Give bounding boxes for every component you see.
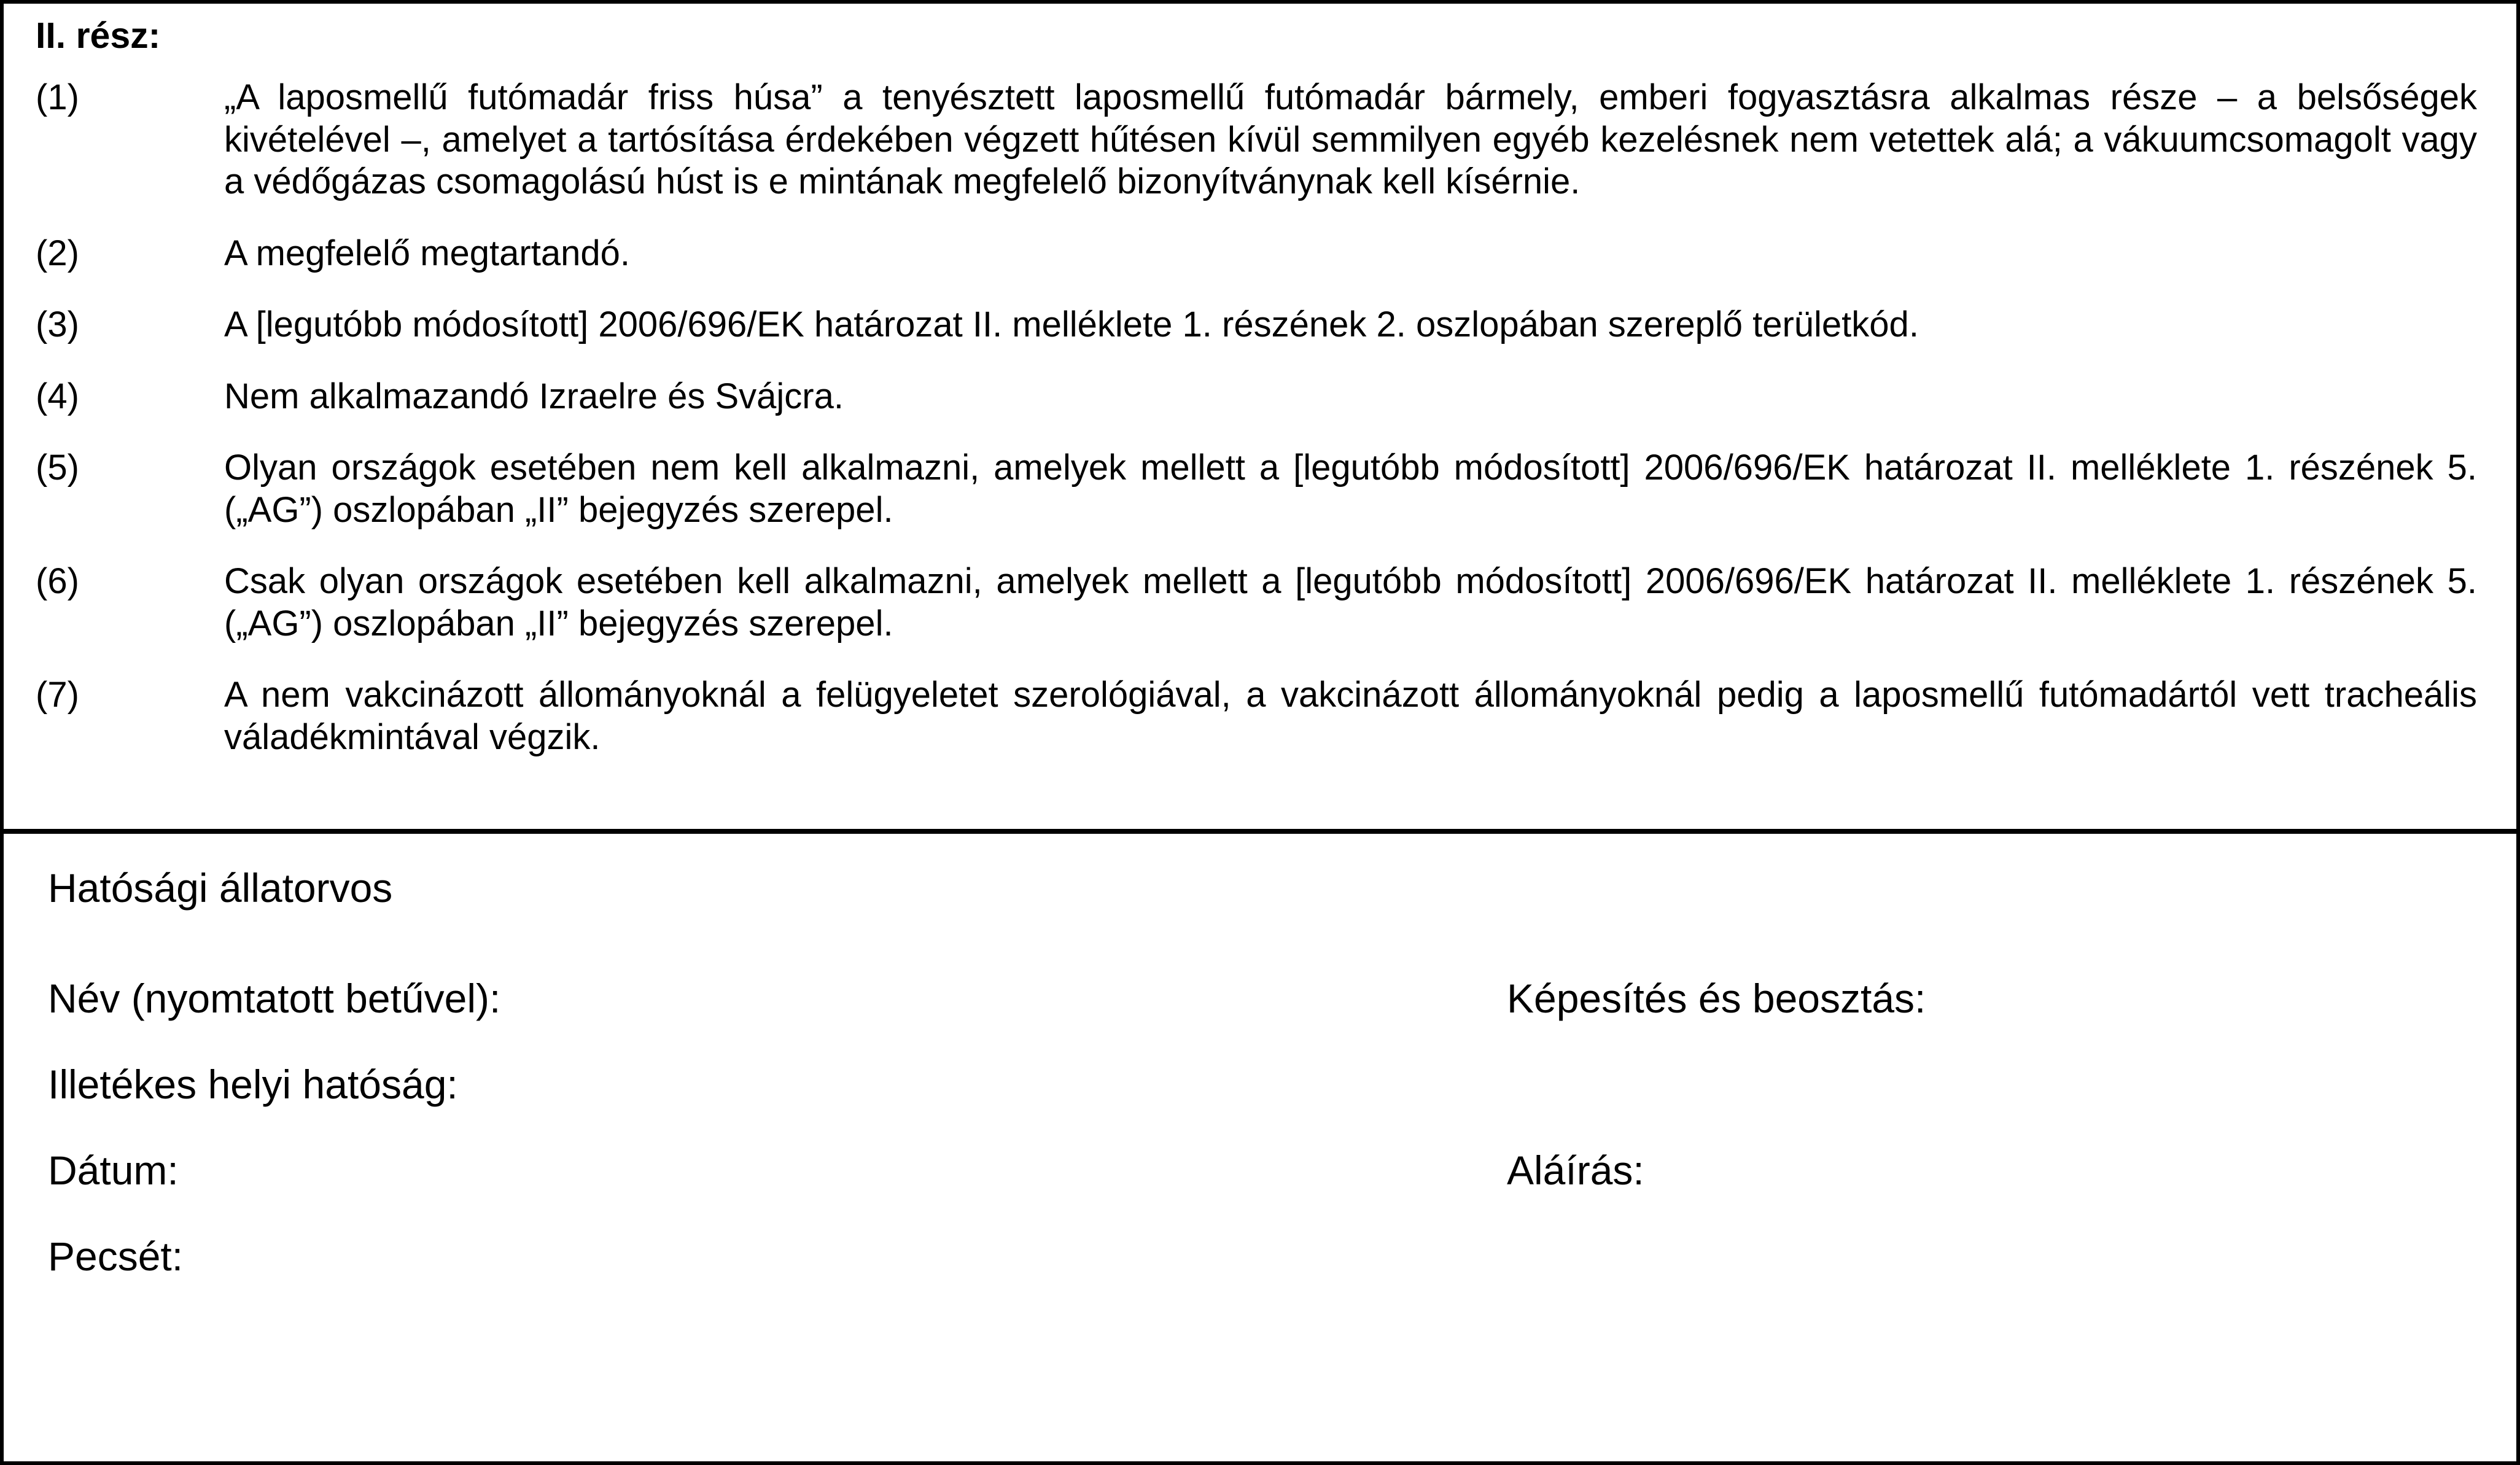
note-text: A [legutóbb módosított] 2006/696/EK határozat II. melléklete 1. részének 2. oszlopában szereplő területkód.	[224, 305, 1919, 344]
note-text: Olyan országok esetében nem kell alkalmazni, amelyek mellett a [legutóbb módosított] 2006/696/EK határozat II. melléklete 1. részének 5. („AG”) oszlopában „II” bejegyzés szerepel.	[224, 448, 2477, 530]
note-text: Csak olyan országok esetében kell alkalmazni, amelyek mellett a [legutóbb módosított] 2006/696/EK határozat II. melléklete 1. részének 5. („AG”) oszlopában „II” bejegyzés szerepel.	[224, 561, 2477, 643]
note-item-4	[36, 376, 2477, 418]
note-number: (5)	[36, 448, 79, 488]
vet-title: Hatósági állatorvos	[48, 865, 393, 911]
authority-label: Illetékes helyi hatóság:	[48, 1062, 458, 1107]
note-item-1	[36, 77, 2477, 203]
note-number: (3)	[36, 305, 79, 344]
note-item-3	[36, 304, 2477, 346]
note-text: „A laposmellű futómadár friss húsa” a tenyésztett laposmellű futómadár bármely, emberi fogyasztásra alkalmas része – a belsőségek kivételével –, amelyet a tartósítása érdekében végzett hűtésen kívül semmilyen egyéb kezelésnek nem vetettek alá; a vákuumcsomagolt vagy a védőgázas csomagolású húst is e mintának megfelelő bizonyítványnak kell kísérnie.	[224, 77, 2477, 201]
note-text: A megfelelő megtartandó.	[224, 233, 630, 273]
note-item-2	[36, 233, 2477, 275]
notes-list	[36, 77, 2477, 788]
signature-label: Aláírás:	[1507, 1148, 1644, 1193]
note-text: Nem alkalmazandó Izraelre és Svájcra.	[224, 376, 844, 416]
note-text: A nem vakcinázott állományoknál a felügyeletet szerológiával, a vakcinázott állományoknál pedig a laposmellű futómadártól vett tracheális váladékmintával végzik.	[224, 675, 2477, 757]
note-number: (4)	[36, 376, 79, 416]
note-number: (1)	[36, 77, 79, 117]
date-label: Dátum:	[48, 1148, 179, 1193]
note-item-5	[36, 447, 2477, 531]
part-two-heading: II. rész:	[36, 15, 161, 56]
qualification-label: Képesítés és beosztás:	[1507, 976, 1926, 1021]
note-item-7	[36, 674, 2477, 758]
official-veterinarian-section	[0, 834, 2520, 1465]
note-number: (6)	[36, 561, 79, 601]
note-number: (7)	[36, 675, 79, 715]
name-label: Név (nyomtatott betűvel):	[48, 976, 501, 1021]
stamp-label: Pecsét:	[48, 1234, 184, 1279]
note-item-6	[36, 561, 2477, 645]
note-number: (2)	[36, 233, 79, 273]
